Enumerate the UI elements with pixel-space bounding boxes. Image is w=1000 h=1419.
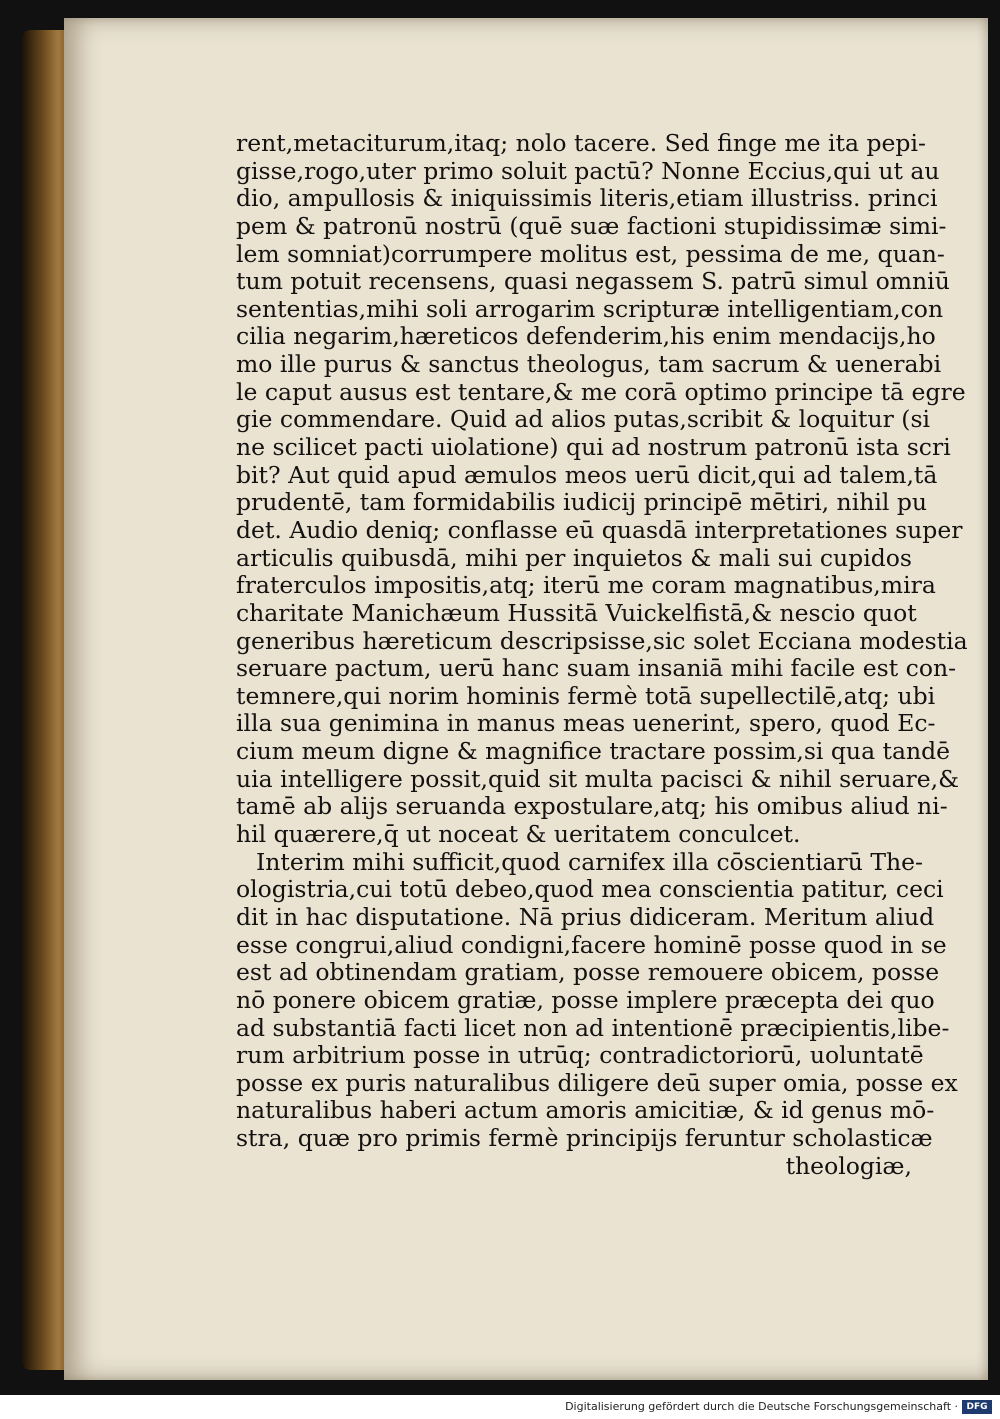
footer-bar — [0, 1395, 1000, 1419]
text-line: det. Audio deniq; conflasse eū quasdā interpretationes super — [236, 515, 963, 544]
text-line: bit? Aut quid apud æmulos meos uerū dicit,qui ad talem,tā — [236, 460, 938, 489]
text-line: posse ex puris naturalibus diligere deū super omia, posse ex — [236, 1068, 958, 1097]
text-line: cilia negarim,hæreticos defenderim,his enim mendacijs,ho — [236, 322, 936, 351]
text-line: dit in hac disputatione. Nā prius didiceram. Meritum aliud — [236, 902, 935, 931]
text-line: gie commendare. Quid ad alios putas,scribit & loquitur (si — [236, 405, 931, 434]
text-line: esse congrui,aliud condigni,facere hominē posse quod in se — [236, 930, 947, 959]
text-line: seruare pactum, uerū hanc suam insaniā mihi facile est con- — [236, 654, 957, 683]
dfg-logo: DFG — [962, 1400, 992, 1414]
text-line: illa sua genimina in manus meas uenerint, spero, quod Ec- — [236, 709, 936, 738]
text-line: temnere,qui norim hominis fermè totā supellectilē,atq; ubi — [236, 681, 936, 710]
funding-credit: Digitalisierung gefördert durch die Deutsche Forschungsgemeinschaft · — [565, 1400, 958, 1413]
catchword: theologiæ, — [785, 1151, 912, 1180]
paragraph-start-line: Interim mihi sufficit,quod carnifex illa cōscientiarū The- — [256, 847, 923, 876]
text-line: nō ponere obicem gratiæ, posse implere præcepta dei quo — [236, 985, 935, 1014]
text-line: charitate Manichæum Hussitā Vuickelfistā,& nescio quot — [236, 598, 917, 627]
text-line: lem somniat)corrumpere molitus est, pessima de me, quan- — [236, 239, 945, 268]
text-line: ologistria,cui totū debeo,quod mea conscientia patitur, ceci — [236, 875, 944, 904]
text-line: prudentē, tam formidabilis iudicij principē mētiri, nihil pu — [236, 488, 928, 517]
text-line: rent,metaciturum,itaq; nolo tacere. Sed finge me ita pepi- — [236, 129, 926, 157]
text-line: uia intelligere possit,quid sit multa pacisci & nihil seruare,& — [236, 764, 960, 793]
text-line: mo ille purus & sanctus theologus, tam sacrum & uenerabi — [236, 350, 942, 379]
text-line: pem & patronū nostrū (quē suæ factioni stupidissimæ simi- — [236, 211, 947, 240]
text-line: stra, quæ pro primis fermè principijs feruntur scholasticæ — [236, 1124, 933, 1153]
page-text-block — [236, 129, 968, 1180]
text-line: fraterculos impositis,atq; iterū me coram magnatibus,mira — [236, 571, 936, 600]
text-line: tamē ab alijs seruanda expostulare,atq; his omibus aliud ni- — [236, 792, 948, 821]
text-line: dio, ampullosis & iniquissimis literis,etiam illustriss. princi — [236, 184, 938, 213]
text-line: articulis quibusdā, mihi per inquietos & mali sui cupidos — [236, 543, 912, 572]
text-line: generibus hæreticum descripsisse,sic solet Ecciana modestia — [236, 626, 968, 655]
text-line: tum potuit recensens, quasi negassem S. patrū simul omniū — [236, 267, 950, 296]
text-line: ad substantiā facti licet non ad intentionē præcipientis,libe- — [236, 1013, 950, 1042]
text-line: gisse,rogo,uter primo soluit pactū? Nonne Eccius,qui ut au — [236, 156, 940, 185]
text-line: le caput ausus est tentare,& me corā optimo principe tā egre — [236, 377, 966, 406]
text-line: est ad obtinendam gratiam, posse remouere obicem, posse — [236, 958, 940, 987]
text-line: hil quærere,q̄ ut noceat & ueritatem conculcet. — [236, 820, 801, 849]
text-line: ne scilicet pacti uiolatione) qui ad nostrum patronū ista scri — [236, 433, 951, 462]
text-line: naturalibus haberi actum amoris amicitiæ, & id genus mō- — [236, 1096, 935, 1125]
text-line: rum arbitrium posse in utrūq; contradictoriorū, uoluntatē — [236, 1041, 924, 1070]
text-line: cium meum digne & magnifice tractare possim,si qua tandē — [236, 737, 951, 766]
text-line: sententias,mihi soli arrogarim scripturæ intelligentiam,con — [236, 294, 944, 323]
